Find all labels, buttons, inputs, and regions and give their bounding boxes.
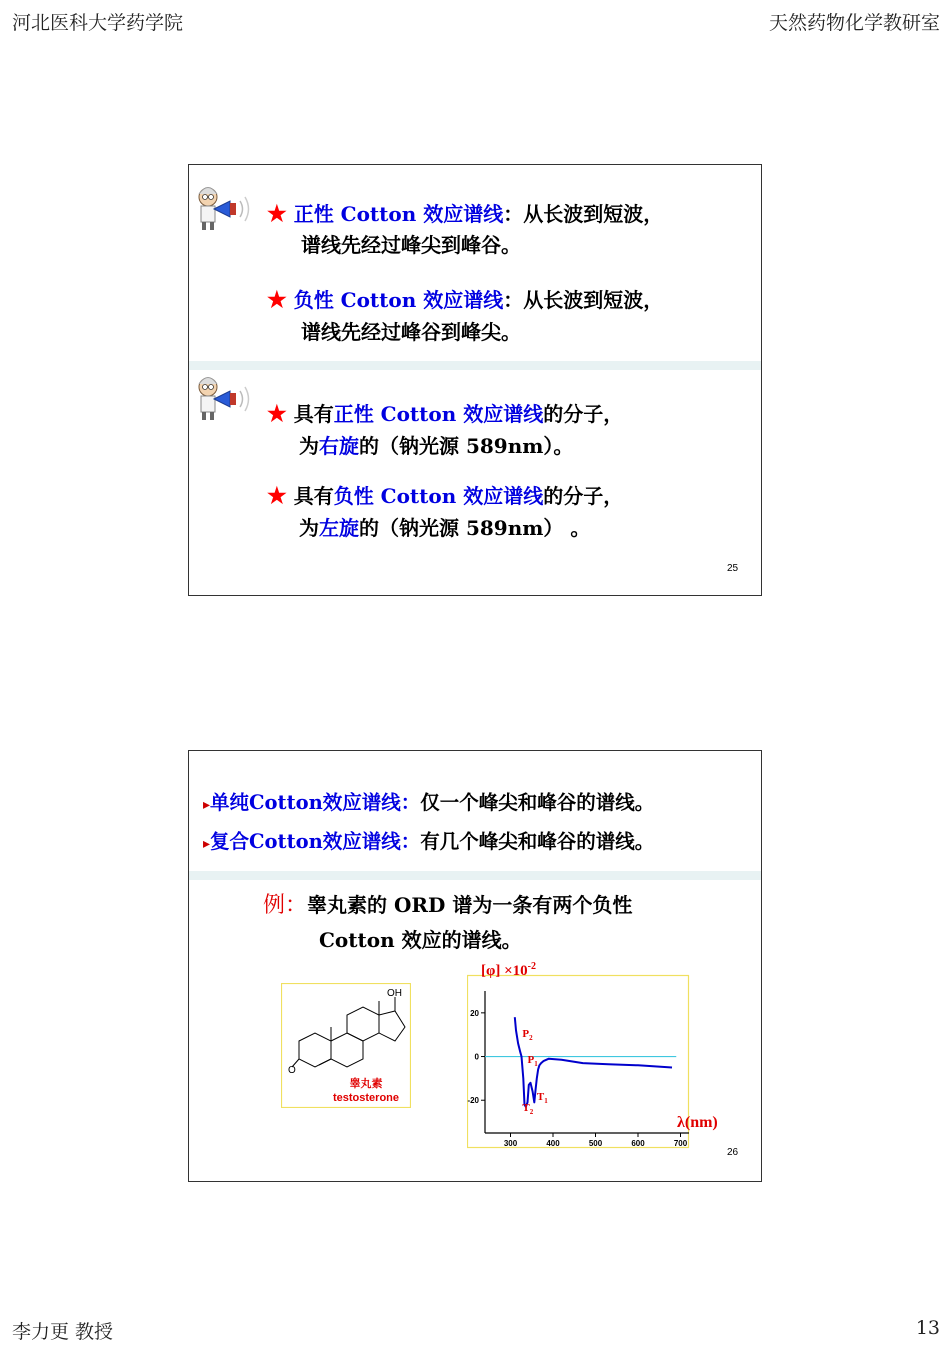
triangle-bullet-icon: ▸ <box>203 797 211 813</box>
x-axis-label: λ(nm) <box>677 1114 718 1131</box>
mol-name-cn: 睾丸素 <box>349 1077 383 1090</box>
bullet-positive-cotton-line2: 谱线先经过峰尖到峰谷。 <box>301 233 521 257</box>
peak-trough-label: $T_1$ <box>536 1091 548 1106</box>
x-tick-label: 300 <box>503 1139 518 1148</box>
teacher-megaphone-icon <box>192 183 256 233</box>
bullet-dextro: ★ 具有正性 Cotton 效应谱线的分子， <box>267 401 624 427</box>
divider-band <box>189 871 761 880</box>
footer-right: 13 <box>915 1317 940 1339</box>
slide-25 <box>188 164 762 596</box>
header-left: 河北医科大学药学院 <box>12 12 184 34</box>
peak-trough-label: $P_2$ <box>522 1027 533 1042</box>
testosterone-structure <box>281 983 411 1108</box>
star-icon: ★ <box>267 201 287 227</box>
mol-oh-label: OH <box>387 988 402 999</box>
triangle-bullet-icon: ▸ <box>203 836 211 852</box>
footer-left: 李力更 教授 <box>12 1321 114 1343</box>
peak-trough-label: $T_2$ <box>522 1102 534 1117</box>
y-axis-label: $[\varphi] \times 10^{-2}$ <box>481 961 536 979</box>
star-icon: ★ <box>267 401 287 427</box>
bullet-levo: ★ 具有负性 Cotton 效应谱线的分子， <box>267 483 624 509</box>
simple-cotton-line: ▸单纯Cotton效应谱线：仅一个峰尖和峰谷的谱线。 <box>203 791 655 814</box>
compound-cotton-line: ▸复合Cotton效应谱线：有几个峰尖和峰谷的谱线。 <box>203 830 655 853</box>
star-icon: ★ <box>267 483 287 509</box>
divider-band <box>189 361 761 370</box>
y-tick-label: 0 <box>474 1052 479 1062</box>
x-tick-label: 600 <box>631 1139 645 1148</box>
mol-oxygen-label: O <box>288 1065 296 1076</box>
y-tick-label: -20 <box>467 1096 479 1106</box>
x-tick-label: 500 <box>588 1139 603 1148</box>
slide-26 <box>188 750 762 1182</box>
bullet-dextro-line2: 为右旋的（钠光源 589nm）。 <box>299 434 574 458</box>
header-right: 天然药物化学教研室 <box>768 12 940 34</box>
x-tick-label: 700 <box>673 1139 688 1148</box>
bullet-levo-line2: 为左旋的（钠光源 589nm） 。 <box>299 516 591 540</box>
slide-number: 25 <box>727 563 739 574</box>
example-line: 例：睾丸素的 ORD 谱为一条有两个负性 <box>263 893 633 918</box>
ord-chart <box>467 961 727 1151</box>
bullet-negative-cotton-line2: 谱线先经过峰谷到峰尖。 <box>301 320 521 344</box>
bullet-negative-cotton: ★ 负性 Cotton 效应谱线：从长波到短波， <box>267 287 664 313</box>
example-label: 例： <box>263 893 308 918</box>
y-tick-label: 20 <box>470 1008 479 1018</box>
slide-number: 26 <box>727 1147 739 1158</box>
star-icon: ★ <box>267 287 287 313</box>
x-tick-label: 400 <box>546 1139 560 1148</box>
bullet-positive-cotton: ★ 正性 Cotton 效应谱线：从长波到短波， <box>267 201 664 227</box>
example-line2: Cotton 效应的谱线。 <box>319 928 522 952</box>
teacher-megaphone-icon <box>192 373 256 423</box>
mol-name-en: testosterone <box>332 1092 400 1104</box>
peak-trough-label: $P_1$ <box>527 1054 538 1069</box>
